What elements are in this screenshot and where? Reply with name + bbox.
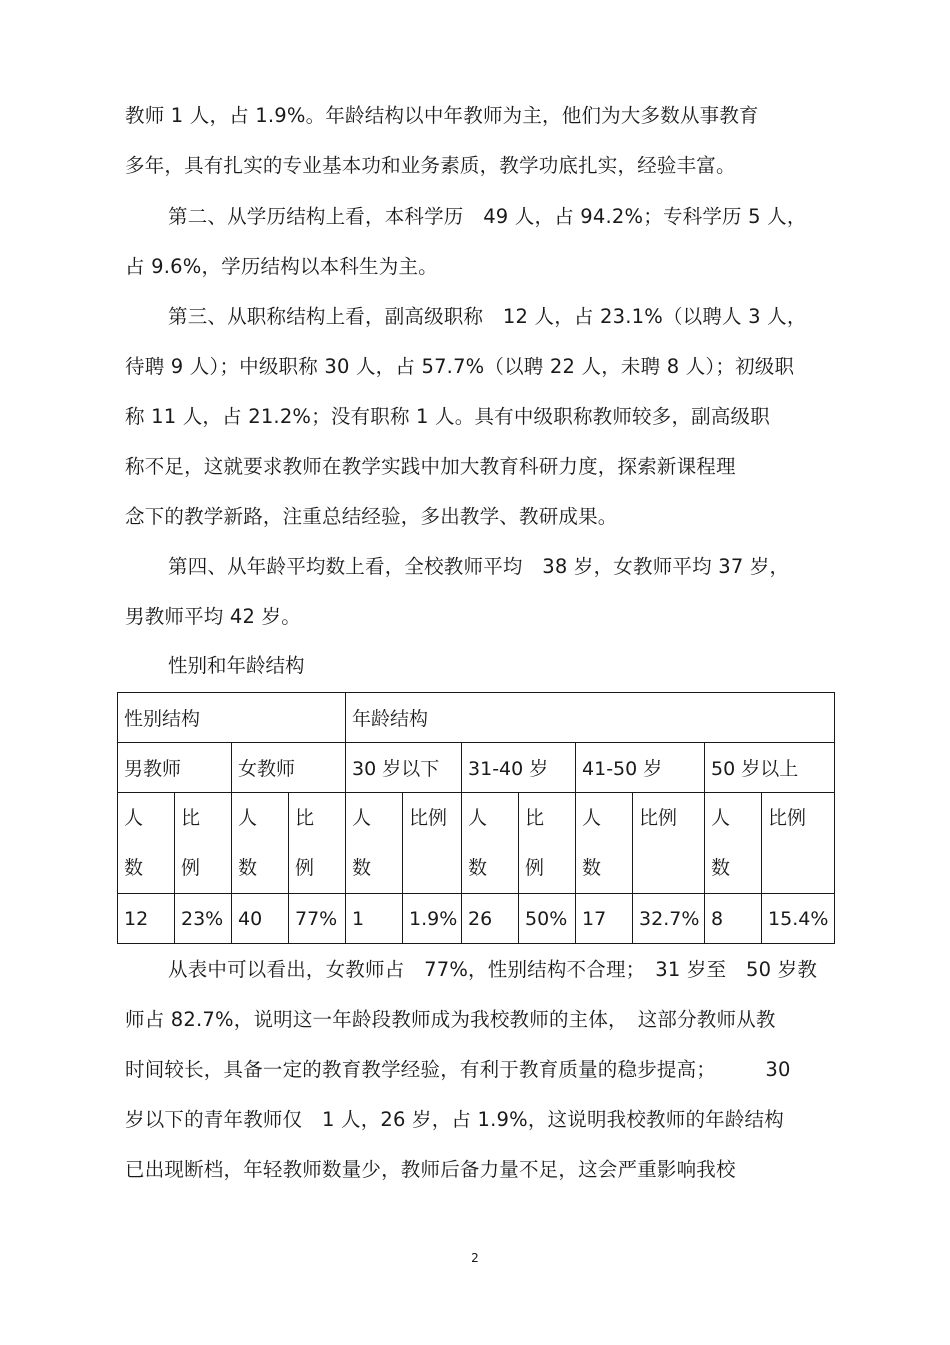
paragraph-line: 师占 82.7%，说明这一年龄段教师成为我校教师的主体， 这部分教师从教: [125, 1008, 776, 1031]
col-header-count: 人 数: [118, 793, 175, 894]
cell-41-50-ratio: 32.7%: [633, 894, 705, 944]
col-header-ratio: 比例: [633, 793, 705, 894]
paragraph-line: 第二、从学历结构上看，本科学历 49 人，占 94.2%；专科学历 5 人，: [168, 205, 807, 228]
paragraph-line: 时间较长，具备一定的教育教学经验，有利于教育质量的稳步提高； 30: [125, 1058, 791, 1081]
paragraph-line: 岁以下的青年教师仅 1 人，26 岁，占 1.9%，这说明我校教师的年龄结构: [125, 1108, 784, 1131]
sub-header-male: 男教师: [118, 743, 232, 793]
paragraph-line: 从表中可以看出，女教师占 77%，性别结构不合理； 31 岁至 50 岁教: [168, 958, 818, 981]
col-header-count: 人 数: [346, 793, 403, 894]
col-header-ratio: 比例: [403, 793, 462, 894]
cell-over-50-count: 8: [705, 894, 762, 944]
sub-header-female: 女教师: [232, 743, 346, 793]
table-row: [118, 693, 835, 743]
cell-over-50-ratio: 15.4%: [762, 894, 835, 944]
col-header-ratio: 比例: [762, 793, 835, 894]
paragraph-line: 待聘 9 人）；中级职称 30 人，占 57.7%（以聘 22 人，未聘 8 人）；初级职: [125, 355, 795, 378]
sub-header-41-50: 41-50 岁: [576, 743, 705, 793]
col-header-ratio: 比 例: [175, 793, 232, 894]
col-header-ratio: 比 例: [519, 793, 576, 894]
paragraph-line: 男教师平均 42 岁。: [125, 605, 301, 628]
age-gender-table: [117, 692, 835, 944]
paragraph-line: 占 9.6%，学历结构以本科生为主。: [125, 255, 438, 278]
cell-female-ratio: 77%: [289, 894, 346, 944]
sub-header-over-50: 50 岁以上: [705, 743, 835, 793]
col-header-count: 人 数: [576, 793, 633, 894]
paragraph-line: 称不足，这就要求教师在教学实践中加大教育科研力度，探索新课程理: [125, 455, 736, 478]
col-header-count: 人 数: [232, 793, 289, 894]
group-header-age: 年龄结构: [346, 693, 835, 743]
page-number: 2: [471, 1251, 479, 1265]
sub-header-31-40: 31-40 岁: [462, 743, 576, 793]
cell-41-50-count: 17: [576, 894, 633, 944]
table-row: [118, 894, 835, 944]
table-caption: 性别和年龄结构: [168, 654, 305, 677]
cell-31-40-ratio: 50%: [519, 894, 576, 944]
group-header-gender: 性别结构: [118, 693, 346, 743]
col-header-ratio: 比 例: [289, 793, 346, 894]
cell-male-count: 12: [118, 894, 175, 944]
paragraph-line: 已出现断档，年轻教师数量少，教师后备力量不足，这会严重影响我校: [125, 1158, 736, 1181]
cell-male-ratio: 23%: [175, 894, 232, 944]
table-row: [118, 793, 835, 894]
paragraph-line: 念下的教学新路，注重总结经验，多出教学、教研成果。: [125, 505, 618, 528]
sub-header-under-30: 30 岁以下: [346, 743, 462, 793]
table-row: [118, 743, 835, 793]
paragraph-line: 第三、从职称结构上看，副高级职称 12 人，占 23.1%（以聘人 3 人，: [168, 305, 807, 328]
cell-31-40-count: 26: [462, 894, 519, 944]
col-header-count: 人 数: [462, 793, 519, 894]
col-header-count: 人 数: [705, 793, 762, 894]
paragraph-line: 教师 1 人，占 1.9%。年龄结构以中年教师为主，他们为大多数从事教育: [125, 104, 759, 127]
cell-under-30-ratio: 1.9%: [403, 894, 462, 944]
cell-female-count: 40: [232, 894, 289, 944]
cell-under-30-count: 1: [346, 894, 403, 944]
paragraph-line: 多年，具有扎实的专业基本功和业务素质，教学功底扎实，经验丰富。: [125, 154, 736, 177]
paragraph-line: 第四、从年龄平均数上看，全校教师平均 38 岁，女教师平均 37 岁，: [168, 555, 790, 578]
paragraph-line: 称 11 人，占 21.2%；没有职称 1 人。具有中级职称教师较多，副高级职: [125, 405, 770, 428]
